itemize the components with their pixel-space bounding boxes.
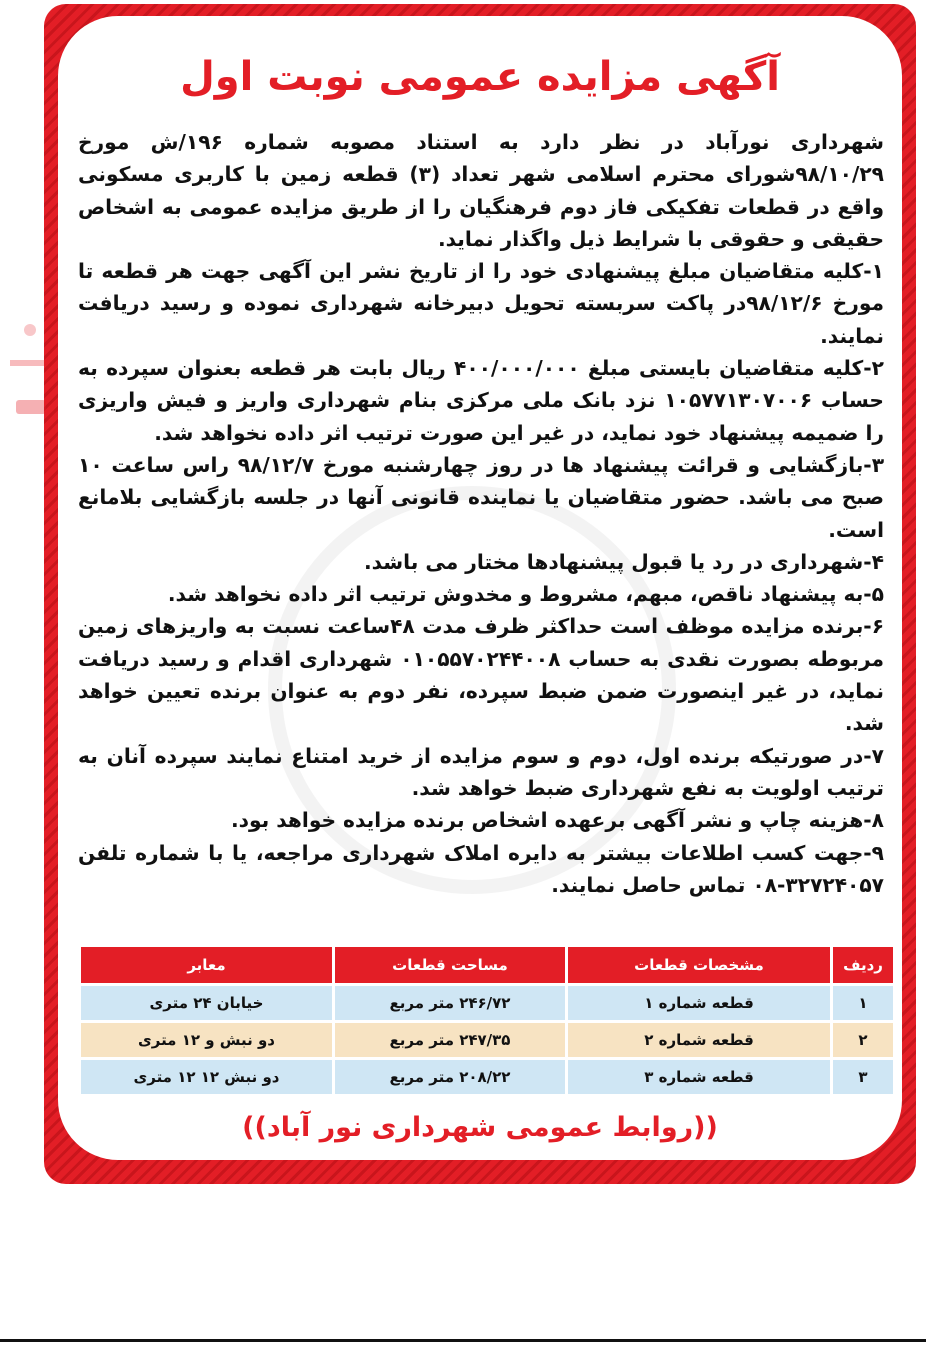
cell-row-number: ۲ [833,1023,893,1057]
header-row-number: ردیف [833,947,893,983]
condition-9: ۹-جهت کسب اطلاعات بیشتر به دایره املاک شهرداری مراجعه، یا با شماره تلفن ۳۲۷۲۴۰۵۷-۰۸ تماس حاصل نمایند. [78,840,884,897]
header-lot-area: مساحت قطعات [335,947,565,983]
cell-lot-spec: قطعه شماره ۳ [568,1060,830,1094]
table-row [81,1060,893,1094]
cell-lot-area: ۲۰۸/۲۲ متر مربع [335,1060,565,1094]
ad-body [78,126,884,901]
page-bottom-rule [0,1339,926,1342]
cell-lot-spec: قطعه شماره ۱ [568,986,830,1020]
condition-2: ۲-کلیه متقاضیان بایستی مبلغ ۴۰۰/۰۰۰/۰۰۰ ریال بابت هر قطعه بعنوان سپرده به حساب ۱۰۵۷۷۱۳۰۷۰۰۶ نزد بانک ملی مرکزی بنام شهرداری واریز و فیش واریزی را ضمیمه پیشنهاد خود نماید، در غیر این صورت ترتیب اثر داده نخواهد شد. [78,356,884,445]
condition-7: ۷-در صورتیکه برنده اول، دوم و سوم مزایده از خرید امتناع نمایند سپرده آنان به ترتیب اولویت به نفع شهرداری ضبط خواهد شد. [78,743,884,800]
cell-streets: خیابان ۲۴ متری [81,986,332,1020]
cell-lot-area: ۲۴۷/۳۵ متر مربع [335,1023,565,1057]
condition-8: ۸-هزینه چاپ و نشر آگهی برعهده اشخاص برنده مزایده خواهد بود. [230,808,884,833]
condition-3: ۳-بازگشایی و قرائت پیشنهاد ها در روز چهارشنبه مورخ ۹۸/۱۲/۷ راس ساعت ۱۰ صبح می باشد. حضور متقاضیان یا نماینده قانونی آنها در جلسه بازگشایی بلامانع است. [78,452,885,542]
cell-lot-spec: قطعه شماره ۲ [568,1023,830,1057]
cell-row-number: ۳ [833,1060,893,1094]
intro-paragraph: شهرداری نورآباد در نظر دارد به استناد مصوبه شماره ۱۹۶/ش مورخ ۹۸/۱۰/۲۹شورای محترم اسلامی شهر تعداد (۳) قطعه زمین با کاربری مسکونی واقع در قطعات تفکیکی فاز دوم فرهنگیان را از طریق مزایده عمومی به اشخاص حقیقی و حقوقی با شرایط ذیل واگذار نماید. [78,130,884,251]
condition-5: ۵-به پیشنهاد ناقص، مبهم، مشروط و مخدوش ترتیب اثر داده نخواهد شد. [167,582,884,607]
table-row [81,986,893,1020]
ad-title: آگهی مزایده عمومی نوبت اول [180,54,780,100]
side-stamp-mark [0,300,60,440]
cell-row-number: ۱ [833,986,893,1020]
condition-6: ۶-برنده مزایده موظف است حداکثر ظرف مدت ۴۸ساعت نسبت به واریزهای زمین مربوطه بصورت نقدی به حساب ۰۱۰۵۵۷۰۲۴۴۰۰۸ شهرداری اقدام و رسید دریافت نماید، در غیر اینصورت ضمن ضبط سپرده، نفر دوم به عنوان برنده تعیین خواهد شد. [78,614,885,736]
table-header-row [81,947,893,983]
ad-panel [58,16,902,1160]
table-row [81,1023,893,1057]
footer-signature: ((روابط عمومی شهرداری نور آباد)) [242,1112,718,1143]
condition-1: ۱-کلیه متقاضیان مبلغ پیشنهادی خود را از تاریخ نشر این آگهی جهت هر قطعه تا مورخ ۹۸/۱۲/۶در پاکت سربسته تحویل دبیرخانه شهرداری نموده و رسید دریافت نمایند. [78,259,884,348]
cell-streets: دو نبش ۱۲ ۱۲ متری [81,1060,332,1094]
lots-table [78,944,896,1097]
condition-4: ۴-شهرداری در رد یا قبول پیشنهادها مختار می باشد. [363,549,884,574]
ad-frame [44,4,916,1184]
header-streets: معابر [81,947,332,983]
cell-lot-area: ۲۴۶/۷۲ متر مربع [335,986,565,1020]
cell-streets: دو نبش و ۱۲ متری [81,1023,332,1057]
header-lot-spec: مشخصات قطعات [568,947,830,983]
